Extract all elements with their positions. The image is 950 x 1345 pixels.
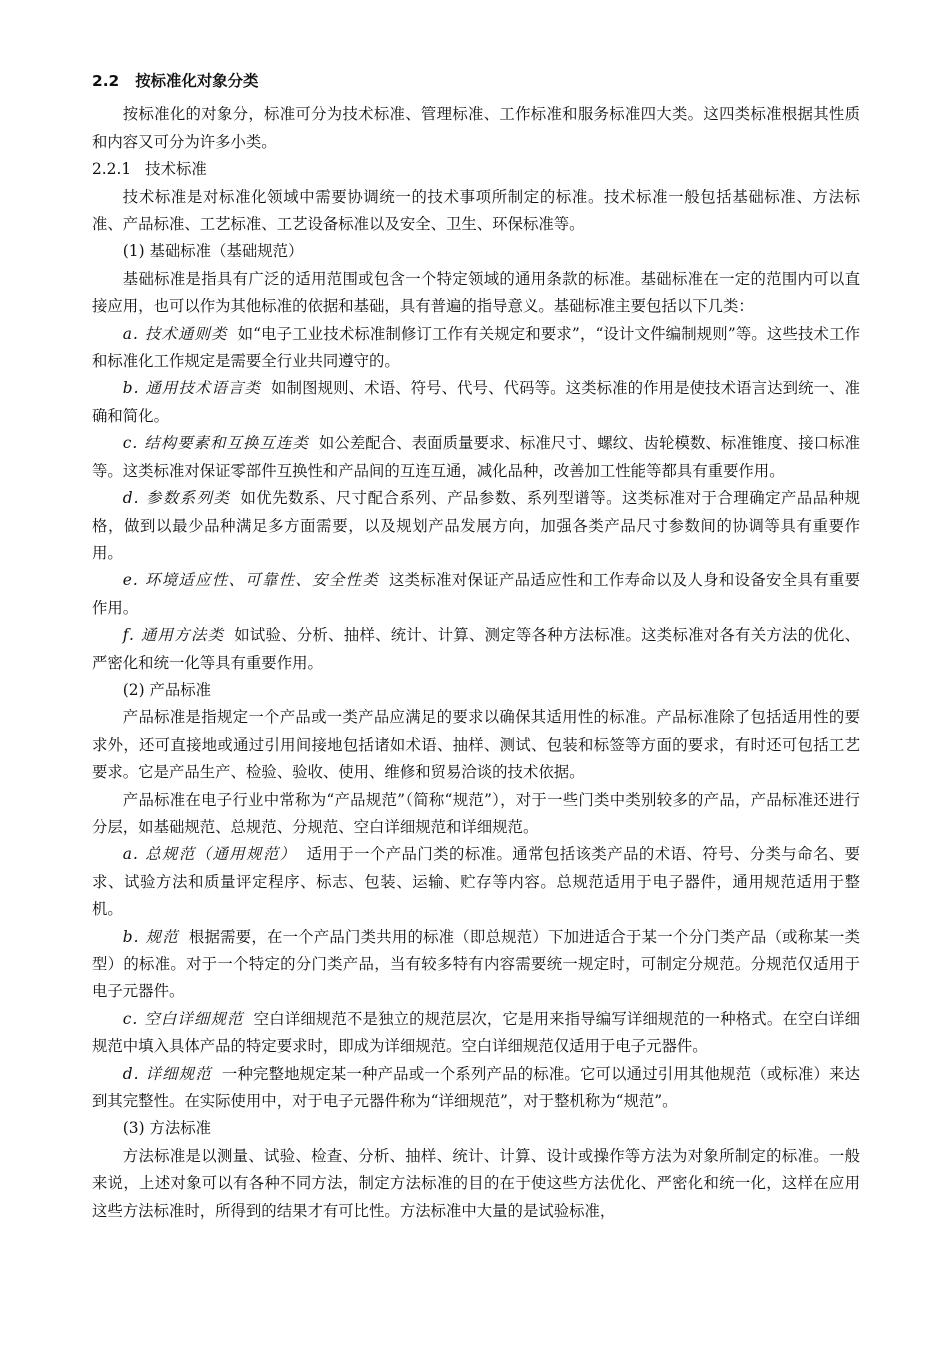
document-page [92,68,860,1225]
basic-item-e [92,567,860,622]
item-text: 如制图规则、术语、符号、代号、代码等。这类标准的作用是使技术语言达到统一、准确和简化。 [92,379,860,425]
subsection-title: 技术标准 [145,160,207,179]
basic-item-c [92,430,860,485]
item-term: c. 空白详细规范 [122,1009,244,1028]
product-item-b [92,924,860,1006]
basic-item-a [92,321,860,376]
item-text: 适用于一个产品门类的标准。通常包括该类产品的术语、符号、分类与命名、要求、试验方法和质量评定程序、标志、包装、运输、贮存等内容。总规范适用于电子器件，通用规范适用于整机。 [92,845,860,919]
basic-standard-desc: 基础标准是指具有广泛的适用范围或包含一个特定领域的通用条款的标准。基础标准在一定的范围内可以直接应用，也可以作为其他标准的依据和基础，具有普遍的指导意义。基础标准主要包括以下几类： [92,269,860,316]
item-text: 根据需要，在一个产品门类共用的标准（即总规范）下加进适合于某一个分门类产品（或称某一类型）的标准。对于一个特定的分门类产品，当有较多特有内容需要统一规定时，可制定分规范。分规范仅适用于电子元器件。 [92,927,860,1001]
item-term: d. 详细规范 [122,1064,212,1083]
tech-intro-paragraph: 技术标准是对标准化领域中需要协调统一的技术事项所制定的标准。技术标准一般包括基础标准、方法标准、产品标准、工艺标准、工艺设备标准以及安全、卫生、环保标准等。 [92,187,860,234]
method-standard-desc: 方法标准是以测量、试验、检查、分析、抽样、统计、计算、设计或操作等方法为对象所制定的标准。一般来说，上述对象可以有各种不同方法，制定方法标准的目的在于使这些方法优化、严密化和统一化，这样在应用这些方法标准时，所得到的结果才有可比性。方法标准中大量的是试验标准， [92,1146,860,1220]
subsection-number: 2.2.1 [92,160,132,179]
product-standard-desc-2: 产品标准在电子行业中常称为“产品规范”（简称“规范”），对于一些门类中类别较多的产品，产品标准还进行分层，如基础规范、总规范、分规范、空白详细规范和详细规范。 [92,790,860,836]
product-item-a [92,841,860,923]
item-text: 空白详细规范不是独立的规范层次，它是用来指导编写详细规范的一种格式。在空白详细规范中填入具体产品的特定要求时，即成为详细规范。空白详细规范仅适用于电子元器件。 [92,1009,860,1056]
item-text: 如试验、分析、抽样、统计、计算、测定等各种方法标准。这类标准对各有关方法的优化、严密化和统一化等具有重要作用。 [92,626,860,672]
item-term: b. 规范 [122,927,179,946]
subsection-heading [92,156,860,183]
item-text: 如“电子工业技术标准制修订工作有关规定和要求”，“设计文件编制规则”等。这些技术工作和标准化工作规定是需要全行业共同遵守的。 [92,324,860,371]
product-standard-desc-1: 产品标准是指规定一个产品或一类产品应满足的要求以确保其适用性的标准。产品标准除了包括适用性的要求外，还可直接地或通过引用间接地包括诸如术语、抽样、测试、包装和标签等方面的要求，有时还可包括工艺要求。它是产品生产、检验、验收、使用、维修和贸易洽谈的技术依据。 [92,708,860,782]
basic-item-d [92,485,860,567]
item-term: e. 环境适应性、可靠性、安全性类 [122,571,379,590]
item-term: c. 结构要素和互换互连类 [122,434,309,453]
basic-item-f [92,622,860,677]
item-term: a. 总规范（通用规范） [122,845,297,864]
item-term: a. 技术通则类 [122,324,228,343]
section-number: 2.2 [92,72,120,90]
item-text: 一种完整地规定某一种产品或一个系列产品的标准。它可以通过引用其他规范（或标准）来达到其完整性。在实际使用中，对于电子元器件称为“详细规范”，对于整机称为“规范”。 [92,1064,860,1111]
item-term: d. 参数系列类 [122,489,231,508]
product-item-c [92,1006,860,1061]
basic-item-b [92,375,860,430]
basic-standard-title: (1) 基础标准（基础规范） [122,242,304,261]
item-term: f. 通用方法类 [122,626,225,645]
method-standard-title: (3) 方法标准 [122,1119,212,1138]
intro-paragraph: 按标准化的对象分，标准可分为技术标准、管理标准、工作标准和服务标准四大类。这四类标准根据其性质和内容又可分为许多小类。 [92,105,860,151]
product-item-d [92,1061,860,1116]
section-title: 按标准化对象分类 [135,72,259,90]
item-text: 如公差配合、表面质量要求、标准尺寸、螺纹、齿轮模数、标准锥度、接口标准等。这类标准对保证零部件互换性和产品间的互连互通，减化品种，改善加工性能等都具有重要作用。 [92,434,860,480]
product-standard-title: (2) 产品标准 [122,680,212,699]
item-text: 这类标准对保证产品适应性和工作寿命以及人身和设备安全具有重要作用。 [92,571,860,617]
item-term: b. 通用技术语言类 [122,379,262,398]
item-text: 如优先数系、尺寸配合系列、产品参数、系列型谱等。这类标准对于合理确定产品品种规格，做到以最少品种满足多方面需要，以及规划产品发展方向，加强各类产品尺寸参数间的协调等具有重要作用。 [92,489,860,562]
section-heading [92,68,860,95]
